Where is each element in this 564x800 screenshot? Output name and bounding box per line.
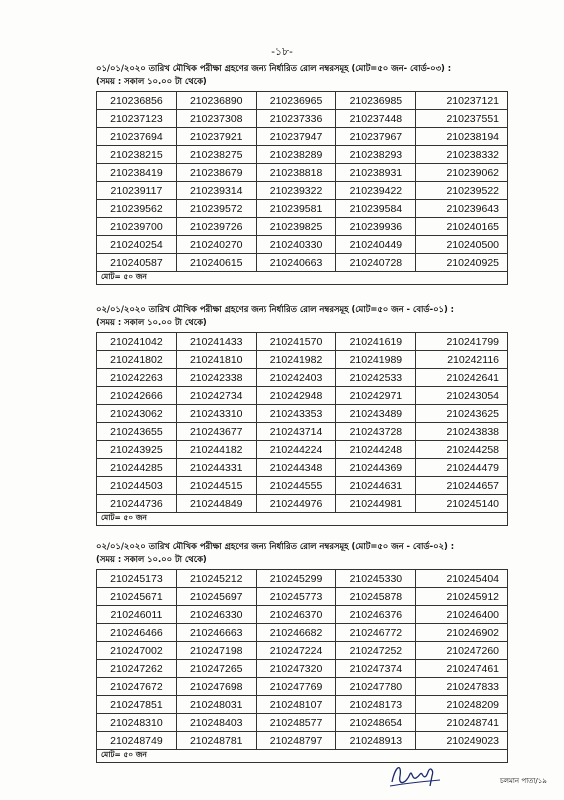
roll-number-cell: 210248310	[97, 714, 177, 732]
roll-number-cell: 210237123	[97, 110, 177, 128]
roll-number-cell: 210242948	[256, 387, 336, 405]
roll-number-cell: 210246466	[97, 624, 177, 642]
roll-number-cell: 210241810	[176, 351, 256, 369]
roll-number-cell: 210245330	[336, 570, 416, 588]
table-row	[97, 477, 508, 495]
roll-number-cell: 210241982	[256, 351, 336, 369]
roll-number-cell: 210242338	[176, 369, 256, 387]
roll-number-cell: 210244736	[97, 495, 177, 513]
roll-number-cell: 210238332	[416, 146, 508, 164]
roll-number-cell: 210242734	[176, 387, 256, 405]
roll-number-cell: 210241570	[256, 333, 336, 351]
roll-number-cell: 210248749	[97, 732, 177, 750]
table-row	[97, 678, 508, 696]
roll-number-cell: 210244182	[176, 441, 256, 459]
roll-number-cell: 210243714	[256, 423, 336, 441]
roll-number-cell: 210240500	[416, 236, 508, 254]
table-row	[97, 642, 508, 660]
roll-number-cell: 210239726	[176, 218, 256, 236]
roll-number-cell: 210241433	[176, 333, 256, 351]
roll-number-cell: 210243062	[97, 405, 177, 423]
roll-number-cell: 210240165	[416, 218, 508, 236]
total-row	[97, 750, 508, 763]
section-board-01	[96, 303, 508, 526]
section-time: (সময় : সকাল ১০.০০ টা থেকে)	[96, 554, 207, 564]
roll-number-cell: 210248654	[336, 714, 416, 732]
roll-number-cell: 210241799	[416, 333, 508, 351]
roll-number-cell: 210244976	[256, 495, 336, 513]
roll-number-cell: 210244981	[336, 495, 416, 513]
roll-number-cell: 210238419	[97, 164, 177, 182]
roll-number-cell: 210242971	[336, 387, 416, 405]
roll-number-cell: 210241989	[336, 351, 416, 369]
roll-number-cell: 210243728	[336, 423, 416, 441]
roll-number-cell: 210243353	[256, 405, 336, 423]
roll-number-cell: 210239422	[336, 182, 416, 200]
table-row	[97, 333, 508, 351]
table-row	[97, 624, 508, 642]
roll-number-cell: 210244515	[176, 477, 256, 495]
section-board-02	[96, 540, 508, 763]
roll-number-cell: 210237551	[416, 110, 508, 128]
roll-table	[96, 332, 508, 526]
roll-number-cell: 210248913	[336, 732, 416, 750]
roll-number-cell: 210240254	[97, 236, 177, 254]
roll-number-cell: 210246400	[416, 606, 508, 624]
roll-number-cell: 210247002	[97, 642, 177, 660]
roll-number-cell: 210244369	[336, 459, 416, 477]
roll-number-cell: 210242403	[256, 369, 336, 387]
roll-number-cell: 210247698	[176, 678, 256, 696]
roll-number-cell: 210242263	[97, 369, 177, 387]
roll-number-cell: 210238275	[176, 146, 256, 164]
table-row	[97, 351, 508, 369]
roll-number-cell: 210247224	[256, 642, 336, 660]
roll-number-cell: 210246011	[97, 606, 177, 624]
roll-number-cell: 210240587	[97, 254, 177, 272]
table-row	[97, 606, 508, 624]
roll-number-cell: 210244555	[256, 477, 336, 495]
roll-number-cell: 210248209	[416, 696, 508, 714]
table-row	[97, 146, 508, 164]
roll-number-cell: 210244224	[256, 441, 336, 459]
roll-table	[96, 91, 508, 285]
table-row	[97, 254, 508, 272]
roll-number-cell: 210247851	[97, 696, 177, 714]
roll-number-cell: 210239117	[97, 182, 177, 200]
roll-number-cell: 210248403	[176, 714, 256, 732]
table-row	[97, 110, 508, 128]
table-row	[97, 164, 508, 182]
roll-number-cell: 210238293	[336, 146, 416, 164]
roll-number-cell: 210247262	[97, 660, 177, 678]
roll-number-cell: 210238194	[416, 128, 508, 146]
roll-number-cell: 210247374	[336, 660, 416, 678]
roll-number-cell: 210248577	[256, 714, 336, 732]
signature-image	[388, 760, 444, 790]
roll-number-cell: 210241802	[97, 351, 177, 369]
roll-number-cell: 210240449	[336, 236, 416, 254]
table-row	[97, 369, 508, 387]
roll-number-cell: 210243838	[416, 423, 508, 441]
table-row	[97, 236, 508, 254]
total-label: মোট= ৫০ জন	[97, 750, 508, 763]
roll-number-cell: 210244331	[176, 459, 256, 477]
table-row	[97, 732, 508, 750]
roll-number-cell: 210243489	[336, 405, 416, 423]
roll-number-cell: 210245140	[416, 495, 508, 513]
roll-number-cell: 210247320	[256, 660, 336, 678]
roll-number-cell: 210246663	[176, 624, 256, 642]
roll-number-cell: 210239825	[256, 218, 336, 236]
roll-number-cell: 210236890	[176, 92, 256, 110]
roll-number-cell: 210245773	[256, 588, 336, 606]
section-time: (সময় : সকাল ১০.০০ টা থেকে)	[96, 317, 207, 327]
roll-number-cell: 210246682	[256, 624, 336, 642]
roll-number-cell: 210245404	[416, 570, 508, 588]
roll-number-cell: 210240270	[176, 236, 256, 254]
page-number: -১৮-	[271, 46, 293, 58]
roll-number-cell: 210244248	[336, 441, 416, 459]
roll-number-cell: 210243677	[176, 423, 256, 441]
roll-number-cell: 210237694	[97, 128, 177, 146]
roll-number-cell: 210241042	[97, 333, 177, 351]
roll-number-cell: 210239562	[97, 200, 177, 218]
roll-number-cell: 210239584	[336, 200, 416, 218]
roll-number-cell: 210243655	[97, 423, 177, 441]
roll-number-cell: 210240663	[256, 254, 336, 272]
roll-number-cell: 210242641	[416, 369, 508, 387]
roll-number-cell: 210243925	[97, 441, 177, 459]
roll-table	[96, 569, 508, 763]
section-title: ০২/০১/২০২০ তারিখ মৌখিক পরীক্ষা গ্রহণের জন্য নির্ধারিত রোল নম্বরসমূহ (মোট=৫০ জন - বোর্ড-০১) :	[96, 304, 455, 314]
table-row	[97, 570, 508, 588]
table-row	[97, 92, 508, 110]
table-row	[97, 405, 508, 423]
section-title: ০২/০১/২০২০ তারিখ মৌখিক পরীক্ষা গ্রহণের জন্য নির্ধারিত রোল নম্বরসমূহ (মোট=৫০ জন - বোর্ড-০২) :	[96, 541, 455, 551]
roll-number-cell: 210245212	[176, 570, 256, 588]
roll-number-cell: 210246772	[336, 624, 416, 642]
roll-number-cell: 210238679	[176, 164, 256, 182]
table-row	[97, 423, 508, 441]
roll-number-cell: 210245299	[256, 570, 336, 588]
table-row	[97, 441, 508, 459]
roll-number-cell: 210249023	[416, 732, 508, 750]
roll-number-cell: 210239572	[176, 200, 256, 218]
roll-number-cell: 210244479	[416, 459, 508, 477]
roll-number-cell: 210244631	[336, 477, 416, 495]
roll-number-cell: 210237921	[176, 128, 256, 146]
roll-number-cell: 210241619	[336, 333, 416, 351]
roll-number-cell: 210236985	[336, 92, 416, 110]
roll-number-cell: 210237947	[256, 128, 336, 146]
roll-number-cell: 210238215	[97, 146, 177, 164]
roll-number-cell: 210244503	[97, 477, 177, 495]
total-label: মোট= ৫০ জন	[97, 272, 508, 285]
roll-number-cell: 210247252	[336, 642, 416, 660]
roll-number-cell: 210239522	[416, 182, 508, 200]
roll-number-cell: 210239936	[336, 218, 416, 236]
table-row	[97, 387, 508, 405]
roll-number-cell: 210246376	[336, 606, 416, 624]
roll-number-cell: 210240615	[176, 254, 256, 272]
roll-number-cell: 210244285	[97, 459, 177, 477]
section-time: (সময় : সকাল ১০.০০ টা থেকে)	[96, 76, 207, 86]
roll-number-cell: 210244657	[416, 477, 508, 495]
roll-number-cell: 210242116	[416, 351, 508, 369]
roll-number-cell: 210245878	[336, 588, 416, 606]
roll-number-cell: 210242666	[97, 387, 177, 405]
roll-number-cell: 210245697	[176, 588, 256, 606]
roll-number-cell: 210248741	[416, 714, 508, 732]
roll-number-cell: 210240925	[416, 254, 508, 272]
roll-number-cell: 210237336	[256, 110, 336, 128]
table-row	[97, 714, 508, 732]
roll-number-cell: 210238289	[256, 146, 336, 164]
roll-number-cell: 210237121	[416, 92, 508, 110]
roll-number-cell: 210236965	[256, 92, 336, 110]
roll-number-cell: 210247198	[176, 642, 256, 660]
roll-number-cell: 210245671	[97, 588, 177, 606]
table-row	[97, 459, 508, 477]
table-row	[97, 660, 508, 678]
roll-number-cell: 210247672	[97, 678, 177, 696]
roll-number-cell: 210248781	[176, 732, 256, 750]
roll-number-cell: 210244348	[256, 459, 336, 477]
total-row	[97, 272, 508, 285]
roll-number-cell: 210236856	[97, 92, 177, 110]
roll-number-cell: 210239322	[256, 182, 336, 200]
roll-number-cell: 210242533	[336, 369, 416, 387]
table-row	[97, 200, 508, 218]
table-row	[97, 696, 508, 714]
roll-number-cell: 210244849	[176, 495, 256, 513]
table-row	[97, 182, 508, 200]
roll-number-cell: 210246370	[256, 606, 336, 624]
roll-number-cell: 210248797	[256, 732, 336, 750]
roll-number-cell: 210239581	[256, 200, 336, 218]
roll-number-cell: 210237308	[176, 110, 256, 128]
roll-number-cell: 210243625	[416, 405, 508, 423]
roll-number-cell: 210245912	[416, 588, 508, 606]
continued-page-note: চলমান পাতা/১৯	[500, 777, 547, 785]
section-board-03	[96, 62, 508, 285]
total-row	[97, 513, 508, 526]
section-title: ০১/০১/২০২০ তারিখ মৌখিক পরীক্ষা গ্রহণের জন্য নির্ধারিত রোল নম্বরসমূহ (মোট=৫০ জন- বোর্ড-০৩) :	[96, 63, 452, 73]
total-label: মোট= ৫০ জন	[97, 513, 508, 526]
roll-number-cell: 210238931	[336, 164, 416, 182]
roll-number-cell: 210247769	[256, 678, 336, 696]
roll-number-cell: 210244258	[416, 441, 508, 459]
roll-number-cell: 210239062	[416, 164, 508, 182]
roll-number-cell: 210247260	[416, 642, 508, 660]
roll-number-cell: 210245173	[97, 570, 177, 588]
table-row	[97, 218, 508, 236]
table-row	[97, 588, 508, 606]
roll-number-cell: 210237448	[336, 110, 416, 128]
roll-number-cell: 210246330	[176, 606, 256, 624]
roll-number-cell: 210243310	[176, 405, 256, 423]
roll-number-cell: 210239643	[416, 200, 508, 218]
table-row	[97, 128, 508, 146]
roll-number-cell: 210248107	[256, 696, 336, 714]
roll-number-cell: 210248031	[176, 696, 256, 714]
roll-number-cell: 210240330	[256, 236, 336, 254]
roll-number-cell: 210248173	[336, 696, 416, 714]
roll-number-cell: 210240728	[336, 254, 416, 272]
roll-number-cell: 210238818	[256, 164, 336, 182]
roll-number-cell: 210239700	[97, 218, 177, 236]
roll-number-cell: 210247780	[336, 678, 416, 696]
roll-number-cell: 210239314	[176, 182, 256, 200]
roll-number-cell: 210237967	[336, 128, 416, 146]
table-row	[97, 495, 508, 513]
roll-number-cell: 210246902	[416, 624, 508, 642]
roll-number-cell: 210247461	[416, 660, 508, 678]
roll-number-cell: 210243054	[416, 387, 508, 405]
roll-number-cell: 210247265	[176, 660, 256, 678]
roll-number-cell: 210247833	[416, 678, 508, 696]
